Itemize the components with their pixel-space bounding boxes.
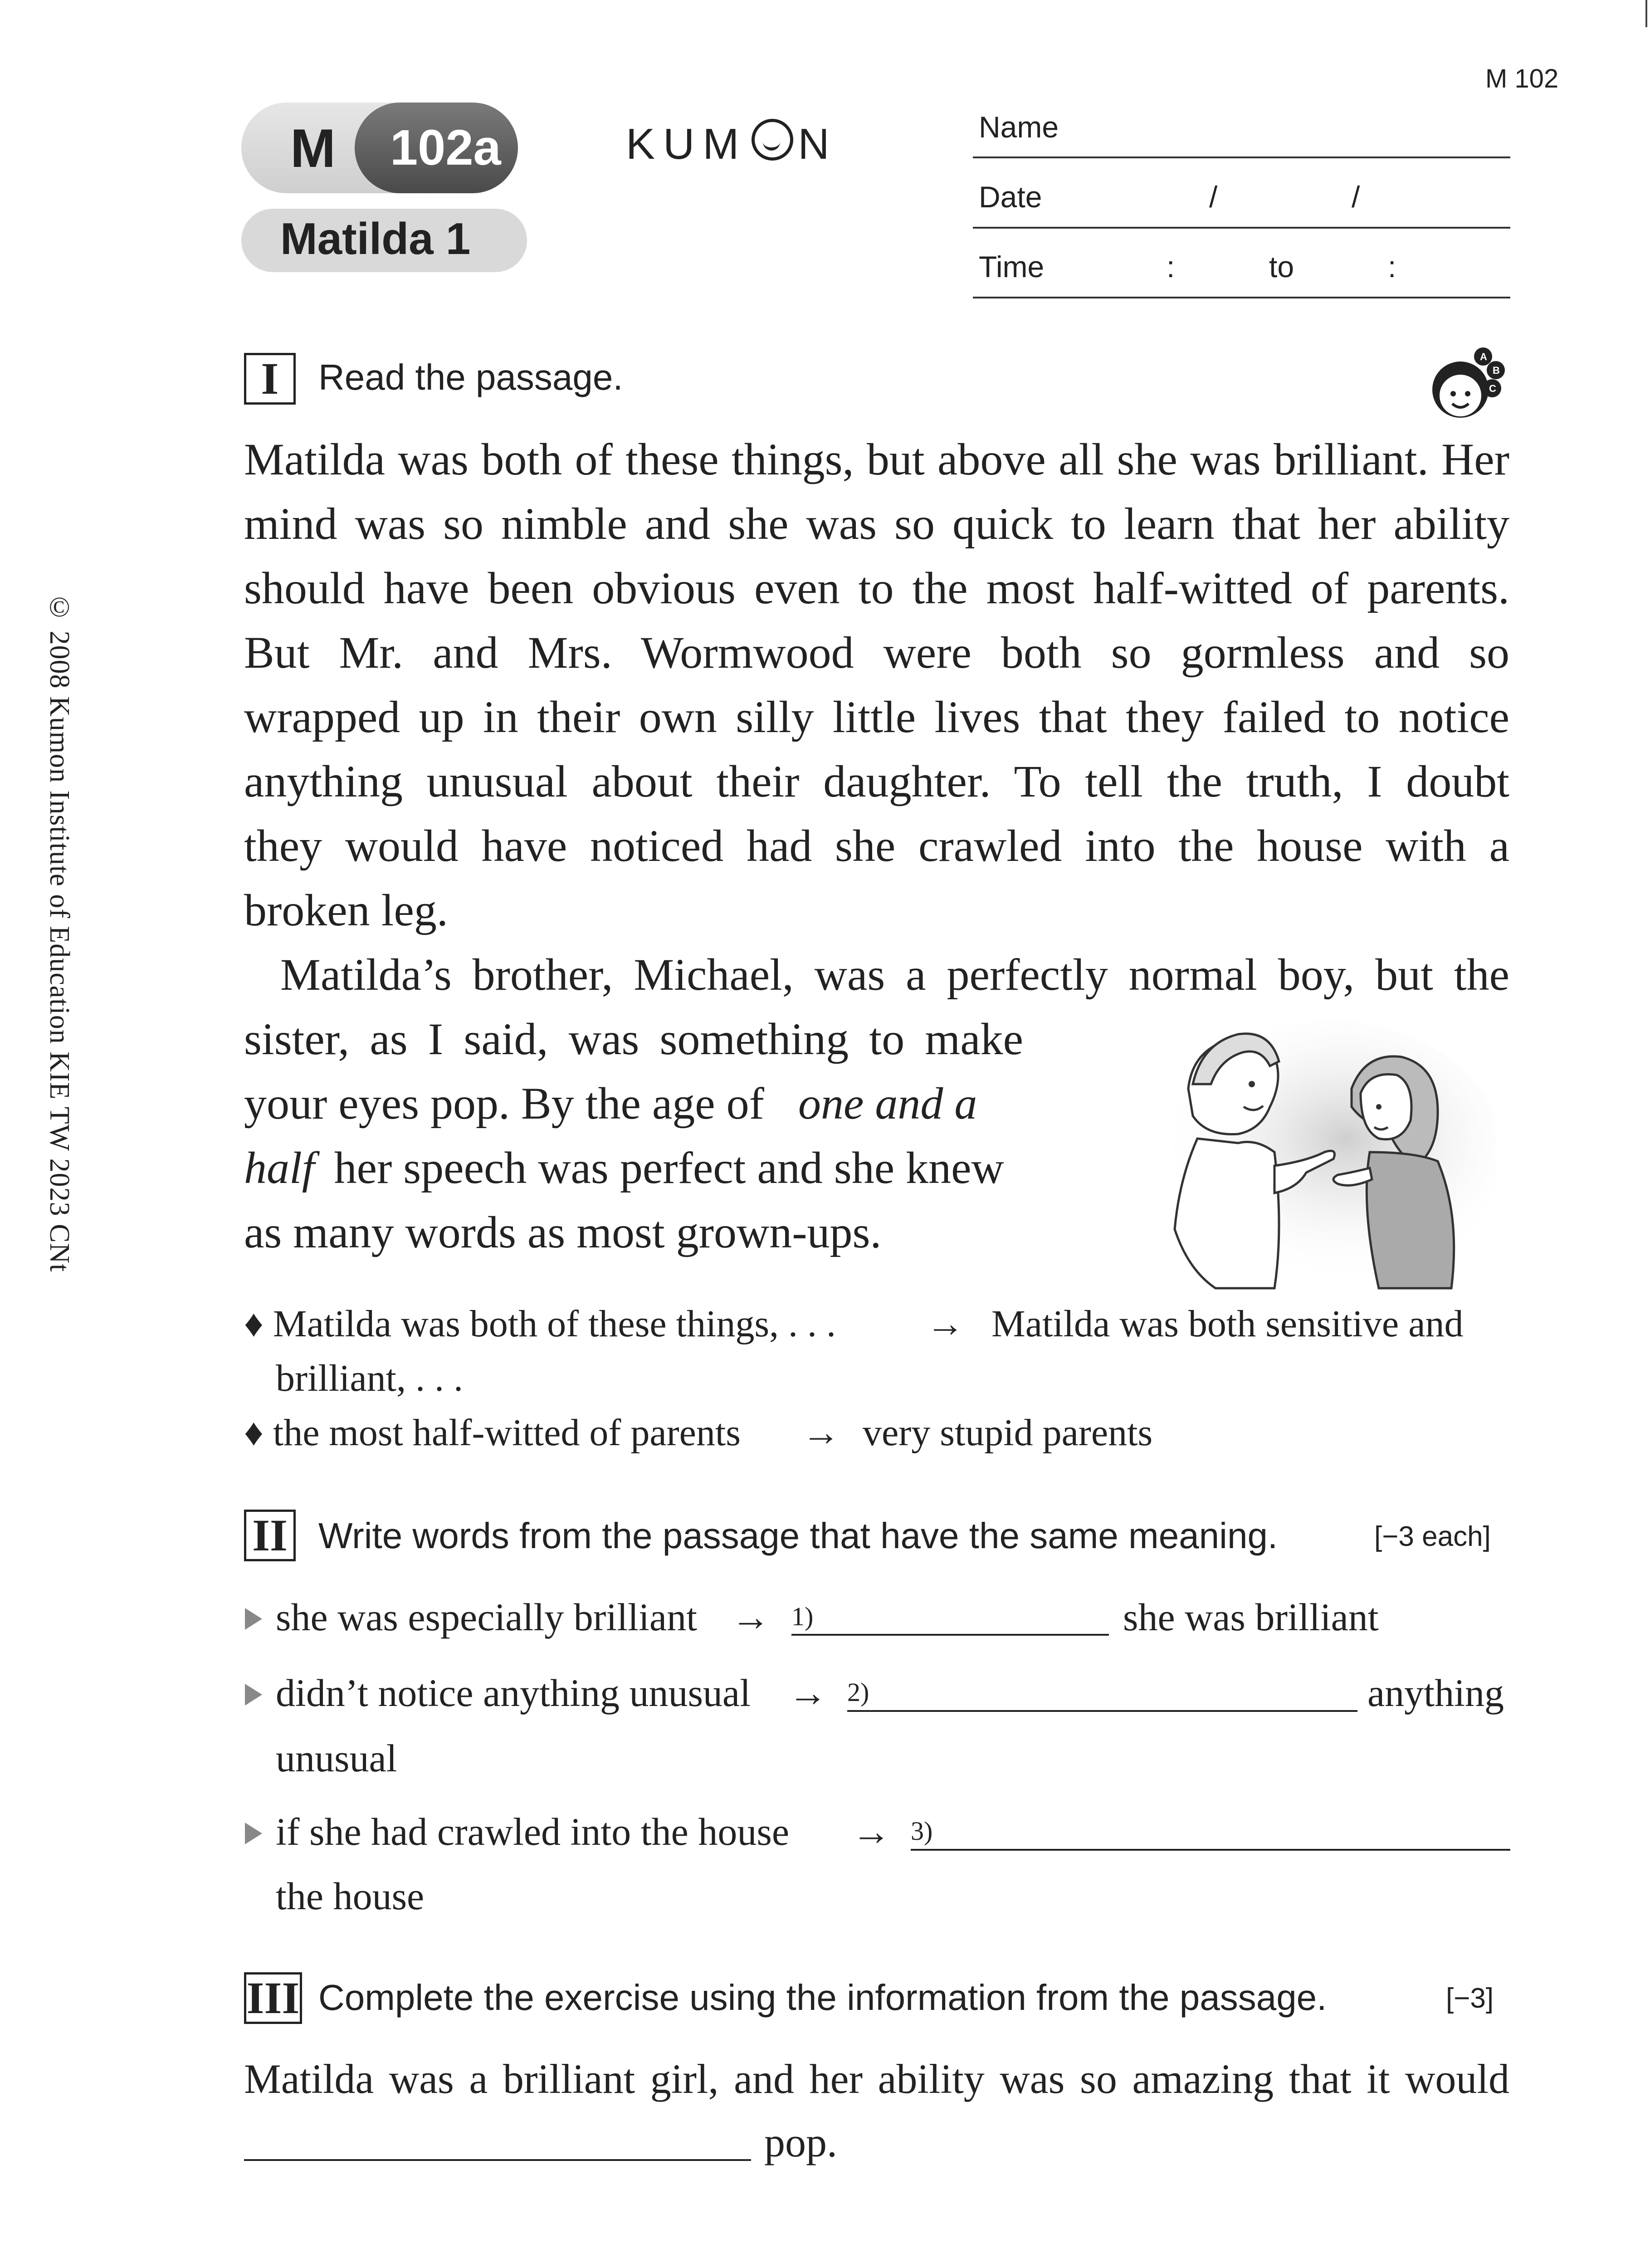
section-1-instruction: Read the passage. [318, 357, 623, 397]
kumon-logo: KUM N [626, 120, 838, 168]
passage-line: Matilda was both of these things, but above all she was brilliant. Her [244, 434, 1509, 484]
section-1-number: I [244, 353, 296, 405]
svg-text:B: B [1493, 365, 1500, 376]
exercise-after-text: anything [1367, 1671, 1504, 1715]
bullet-diamond-icon: ♦ [244, 1303, 264, 1345]
triangle-bullet-icon [245, 1823, 262, 1844]
exercise-after-text: she was brilliant [1123, 1595, 1379, 1639]
blank-number: 1) [791, 1602, 814, 1631]
copyright-notice: © 2008 Kumon Institute of Education KIE TW 2023 CNt [44, 592, 75, 1272]
section-2-number: II [244, 1510, 296, 1561]
triangle-bullet-icon [245, 1684, 262, 1706]
note-1 [244, 1302, 836, 1346]
passage-line: they would have noticed had she crawled into the house with a [244, 821, 1509, 871]
passage-line: should have been obvious even to the most half-witted of parents. [244, 563, 1509, 613]
exercise-after-cont: the house [276, 1874, 425, 1918]
exercise-prompt: if she had crawled into the house [276, 1810, 789, 1853]
date-separator: / [1209, 180, 1218, 214]
section-3-score: [−3] [1446, 1983, 1494, 2014]
time-separator: : [1167, 250, 1175, 284]
level-letter: M [290, 118, 336, 179]
svg-text:A: A [1480, 351, 1487, 362]
exercise-after-cont: unusual [276, 1736, 397, 1780]
section-3-instruction: Complete the exercise using the information from the passage. [318, 1977, 1327, 2018]
passage-italic: half [244, 1143, 315, 1193]
exercise-arrow: → [852, 1810, 891, 1853]
note-2 [244, 1411, 741, 1455]
passage-line: sister, as I said, was something to make [244, 1014, 1023, 1064]
exercise-sentence: Matilda was a brilliant girl, and her ability was so amazing that it would [244, 2056, 1509, 2102]
triangle-bullet-icon [245, 1608, 262, 1630]
date-field[interactable] [973, 227, 1510, 229]
exercise-arrow: → [788, 1671, 827, 1715]
note-arrow: → [926, 1303, 964, 1345]
passage-line: as many words as most grown-ups. [244, 1207, 882, 1257]
time-label: Time [979, 250, 1045, 284]
passage-text: her speech was perfect and she knew [334, 1143, 1004, 1193]
note-meaning-cont: brilliant, . . . [276, 1357, 463, 1399]
note-phrase: the most half-witted of parents [273, 1412, 741, 1454]
passage-line [244, 1077, 977, 1129]
passage-line [244, 1142, 1004, 1194]
passage-line: anything unusual about their daughter. To tell the truth, I doubt [244, 756, 1509, 807]
date-label: Date [979, 180, 1042, 214]
blank-number: 2) [847, 1677, 869, 1707]
time-to-label: to [1269, 250, 1294, 284]
passage-line: But Mr. and Mrs. Wormwood were both so gormless and so [244, 627, 1509, 678]
page-code: M 102 [1485, 64, 1559, 93]
exercise-arrow: → [731, 1595, 770, 1639]
section-2-score: [−3 each] [1374, 1521, 1491, 1552]
passage-line: Matilda’s brother, Michael, was a perfectly normal boy, but the [280, 949, 1509, 1000]
answer-blank-1[interactable] [791, 1634, 1109, 1636]
worksheet-title: Matilda 1 [280, 214, 471, 264]
section-2-instruction: Write words from the passage that have the same meaning. [318, 1515, 1278, 1556]
corner-mark [1645, 0, 1650, 27]
passage-line: mind was so nimble and she was so quick to learn that her ability [244, 499, 1509, 549]
name-label: Name [979, 110, 1059, 144]
answer-blank-3[interactable] [911, 1849, 1510, 1851]
section-3-number: III [244, 1972, 302, 2024]
siblings-illustration [1125, 1016, 1497, 1306]
exercise-prompt: didn’t notice anything unusual [276, 1671, 751, 1715]
passage-line: broken leg. [244, 885, 448, 935]
answer-blank-2[interactable] [847, 1710, 1357, 1712]
passage-text: your eyes pop. By the age of [244, 1078, 764, 1129]
time-field[interactable] [973, 297, 1510, 298]
passage-line: wrapped up in their own silly little lives that they failed to notice [244, 692, 1509, 742]
passage-italic: one and a [798, 1078, 977, 1129]
answer-blank-4[interactable] [244, 2159, 751, 2161]
bullet-diamond-icon: ♦ [244, 1412, 264, 1454]
note-meaning: very stupid parents [863, 1412, 1153, 1454]
exercise-prompt: she was especially brilliant [276, 1595, 697, 1639]
note-meaning: Matilda was both sensitive and [991, 1303, 1464, 1345]
note-phrase: Matilda was both of these things, . . . [273, 1303, 836, 1345]
svg-text:C: C [1489, 383, 1496, 394]
date-separator: / [1352, 180, 1360, 214]
level-number: 102a [390, 120, 501, 176]
reading-child-icon [1424, 347, 1515, 424]
blank-number: 3) [911, 1816, 933, 1846]
note-arrow: → [802, 1412, 840, 1454]
smile-logo-icon [752, 119, 793, 161]
time-separator: : [1388, 250, 1396, 284]
exercise-sentence-end: pop. [764, 2119, 837, 2165]
name-field[interactable] [973, 156, 1510, 158]
